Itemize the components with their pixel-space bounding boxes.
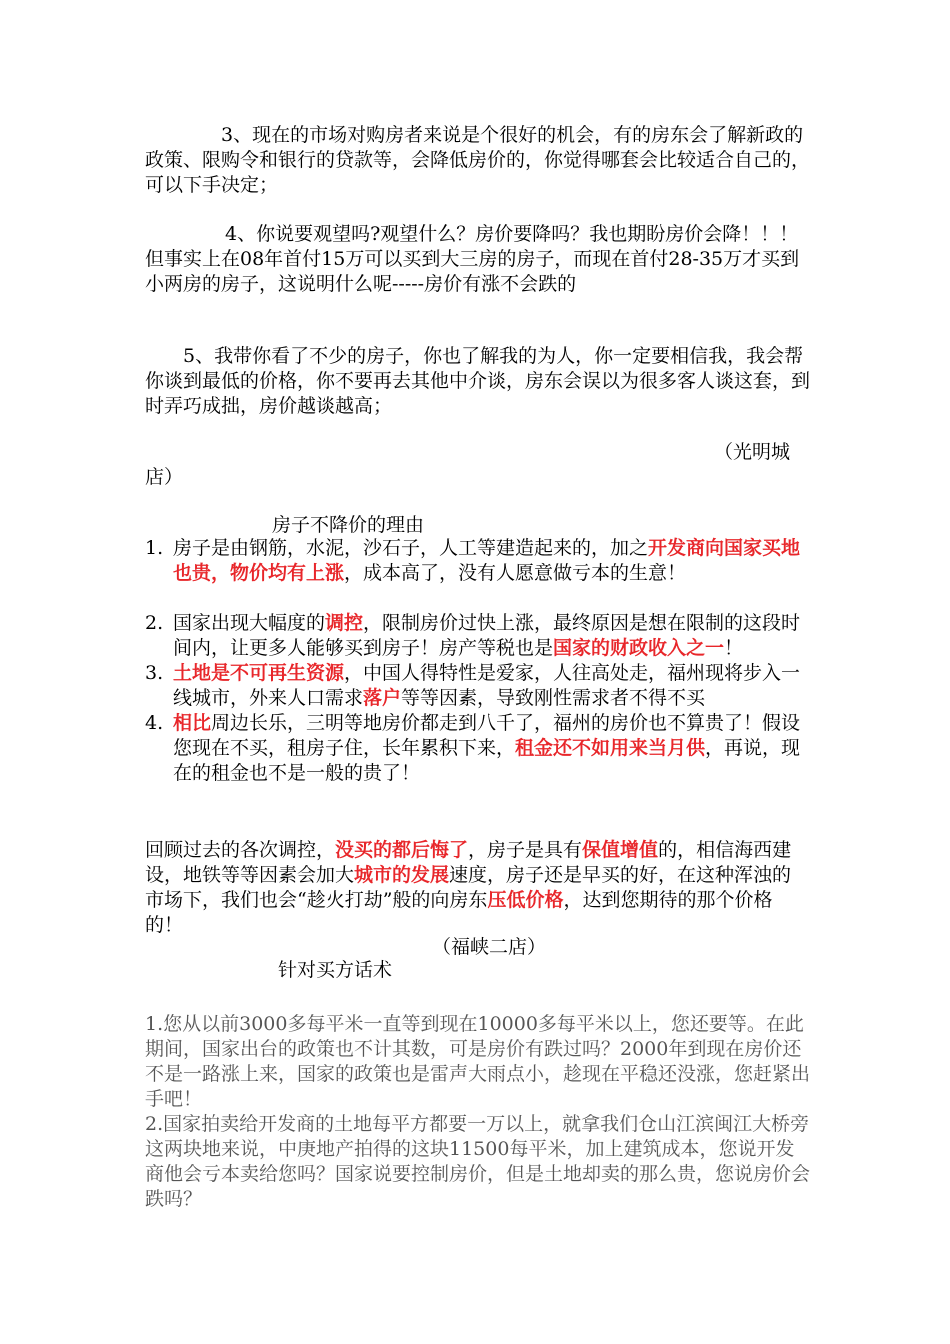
highlight-text: 租金还不如用来当月供 bbox=[515, 737, 706, 759]
highlight-text: ， bbox=[211, 562, 231, 584]
highlight-text: 城市的发展 bbox=[354, 864, 450, 886]
item-text: ，中国人得特性是爱家，人往高处走，福州现将步入一线城市，外来人口需求 bbox=[173, 662, 801, 709]
store-name-line1: （光明城 bbox=[713, 441, 790, 463]
buyer-script-2: 2.国家拍卖给开发商的土地每平方都要一万以上，就拿我们仓山江滨闽江大桥旁这两块地来说，中庚地产拍得的这块11500每平米，加上建筑成本，您说开发商他会亏本卖给您吗？国家说要控制房价，但是土地却卖的那么贵，您说房价会跌吗？ bbox=[145, 1113, 811, 1210]
item-text: ，限制房价过快上涨，最终原因是想在限制的这段时间内，让更多人能够买到房子！房产等税也是 bbox=[173, 612, 801, 659]
highlight-text: 压低价格 bbox=[487, 889, 564, 911]
list-item bbox=[145, 661, 810, 711]
item-text: 等等因素，导致刚性需求者不得不买 bbox=[401, 687, 706, 709]
section-title-no-price-drop: 房子不降价的理由 bbox=[272, 514, 425, 536]
highlight-text: 物价均有上涨 bbox=[230, 562, 345, 584]
list-number: 1. bbox=[145, 537, 164, 559]
para-text: 速度，房子还是早买的好，在这种浑浊的市场下，我们也会“趁火打劫”般的向房东 bbox=[145, 864, 792, 911]
store-signature-guangmingcheng bbox=[145, 440, 790, 490]
item-text: 国家出现大幅度的 bbox=[173, 612, 326, 634]
highlight-text: 相比 bbox=[173, 712, 212, 734]
list-number: 3. bbox=[145, 662, 164, 684]
section-title-buyer-script: 针对买方话术 bbox=[278, 959, 393, 981]
list-item bbox=[145, 711, 810, 786]
paragraph-point-3: 3、现在的市场对购房者来说是个很好的机会，有的房东会了解新政的政策、限购令和银行的贷款等，会降低房价的，你觉得哪套会比较适合自己的，可以下手决定； bbox=[145, 124, 811, 196]
highlight-text: 开发商向国家买地也贵 bbox=[173, 537, 801, 584]
paragraph-point-4: 4、你说要观望吗?观望什么？房价要降吗？我也期盼房价会降！！！但事实上在08年首付15万可以买到大三房的房子，而现在首付28-35万才买到小两房的房子，这说明什么呢-----房价有涨不会跌的 bbox=[145, 223, 800, 295]
item-text: 周边长乐，三明等地房价都走到八千了，福州的房价也不算贵了！假设您现在不买，租房子住，长年累积下来， bbox=[173, 712, 801, 759]
paragraph-review bbox=[145, 838, 810, 938]
list-item bbox=[145, 536, 810, 586]
paragraph-point-5: 5、我带你看了不少的房子，你也了解我的为人，你一定要相信我，我会帮你谈到最低的价格，你不要再去其他中介谈，房东会误以为很多客人谈这套，到时弄巧成拙，房价越谈越高； bbox=[145, 345, 811, 417]
list-number: 4. bbox=[145, 712, 164, 734]
item-text: 房子是由钢筋，水泥，沙石子，人工等建造起来的，加之 bbox=[173, 537, 649, 559]
store-signature-fuxia: （福峡二店） bbox=[432, 936, 547, 958]
highlight-text: 调控 bbox=[325, 612, 364, 634]
highlight-text: 保值增值 bbox=[582, 839, 659, 861]
highlight-text: 没买的都后悔了 bbox=[335, 839, 469, 861]
highlight-text: 落户 bbox=[363, 687, 402, 709]
item-text: ，成本高了，没有人愿意做亏本的生意！ bbox=[344, 562, 687, 584]
reasons-list bbox=[145, 536, 810, 786]
highlight-text: 国家的财政收入之一 bbox=[553, 637, 725, 659]
para-text: ，房子是具有 bbox=[468, 839, 583, 861]
para-text: 回顾过去的各次调控， bbox=[145, 839, 336, 861]
list-number: 2. bbox=[145, 612, 164, 634]
item-text: ，再说，现在的租金也不是一般的贵了！ bbox=[173, 737, 801, 784]
highlight-text: 土地是不可再生资源 bbox=[173, 662, 345, 684]
store-name-line2: 店） bbox=[145, 466, 184, 488]
para-text: 的，相信海西建设，地铁等等因素会加大 bbox=[145, 839, 792, 886]
buyer-script-1: 1.您从以前3000多每平米一直等到现在10000多每平米以上，您还要等。在此期间，国家出台的政策也不计其数，可是房价有跌过吗？2000年到现在房价还不是一路涨上来，国家的政策也是雷声大雨点小，趁现在平稳还没涨，您赶紧出手吧！ bbox=[145, 1013, 811, 1110]
list-item bbox=[145, 611, 810, 661]
item-text: ！ bbox=[724, 637, 744, 659]
para-text: ，达到您期待的那个价格的！ bbox=[145, 889, 773, 936]
